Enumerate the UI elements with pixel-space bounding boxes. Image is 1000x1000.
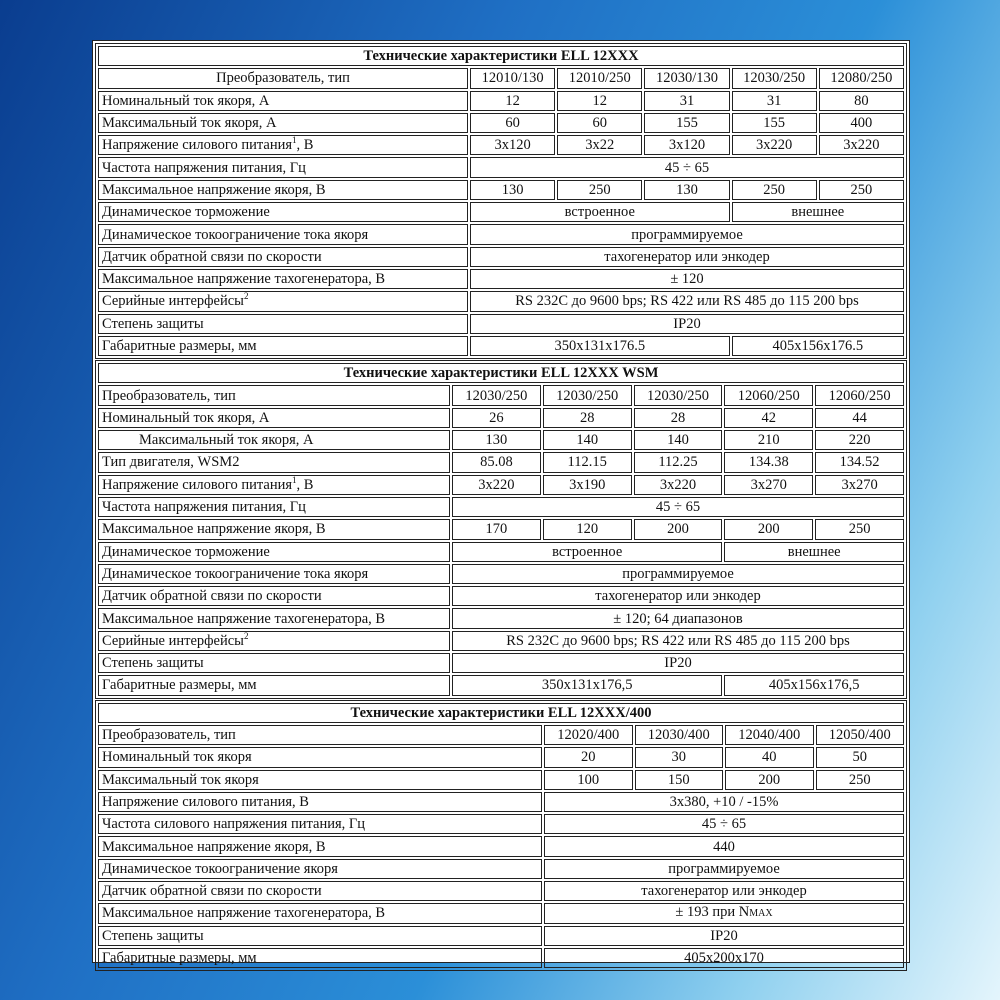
value-cell: 3x120: [644, 135, 729, 155]
table-header-row: [98, 385, 904, 405]
table-row: [98, 475, 904, 495]
value-cell: 200: [725, 770, 814, 790]
value-cell: 3x380, +10 / -15%: [544, 792, 904, 812]
value-cell: 350x131x176,5: [452, 675, 722, 695]
label-unit: , В: [296, 476, 314, 493]
table-row: [98, 836, 904, 856]
table-row: [98, 926, 904, 946]
value-cell: встроенное: [452, 542, 722, 562]
value-cell: 20: [544, 747, 633, 767]
row-label: Динамическое токоограничение тока якоря: [98, 564, 450, 584]
value-cell: 405x156x176,5: [724, 675, 904, 695]
value-cell: 220: [815, 430, 904, 450]
value-cell: RS 232C до 9600 bps; RS 422 или RS 485 до 115 200 bps: [470, 291, 904, 311]
spec-sheet: [92, 40, 910, 967]
table-title: Технические характеристики ELL 12XXX: [98, 46, 904, 66]
value-cell: 40: [725, 747, 814, 767]
table-title-row: [98, 363, 904, 383]
model-cell: 12030/250: [543, 385, 632, 405]
label-text: Напряжение силового питания: [102, 476, 293, 493]
value-cell: 350x131x176.5: [470, 336, 730, 356]
value-cell: 250: [815, 519, 904, 539]
footnote-mark: 2: [243, 631, 249, 642]
value-cell: встроенное: [470, 202, 730, 222]
value-cell: 12: [470, 91, 555, 111]
value-cell: IP20: [452, 653, 904, 673]
footnote-mark: 1: [292, 474, 297, 485]
value-cell: 26: [452, 408, 541, 428]
value-cell: 405x200x170: [544, 948, 904, 968]
row-label: Номинальный ток якоря: [98, 747, 542, 767]
row-label: Динамическое торможение: [98, 542, 450, 562]
value-cell: тахогенератор или энкодер: [452, 586, 904, 606]
value-cell: 130: [470, 180, 555, 200]
value-cell: 3x120: [470, 135, 555, 155]
table-title-row: [98, 46, 904, 66]
label-text: Напряжение силового питания: [102, 137, 293, 154]
model-cell: 12030/400: [635, 725, 724, 745]
row-label: [98, 135, 468, 155]
table-row: [98, 314, 904, 334]
model-cell: 12080/250: [819, 68, 904, 88]
value-cell: тахогенератор или энкодер: [544, 881, 904, 901]
model-cell: 12030/250: [634, 385, 723, 405]
value-cell: 28: [543, 408, 632, 428]
table-row: [98, 608, 904, 628]
value-cell: 60: [470, 113, 555, 133]
value-cell: 112.25: [634, 452, 723, 472]
table-header-row: [98, 68, 904, 88]
row-label: [98, 291, 468, 311]
value-cell: 250: [816, 770, 905, 790]
table-row: [98, 291, 904, 311]
table-row: [98, 430, 904, 450]
value-cell: 130: [452, 430, 541, 450]
row-label: Тип двигателя, WSM2: [98, 452, 450, 472]
row-label: Степень защиты: [98, 314, 468, 334]
row-label: Габаритные размеры, мм: [98, 675, 450, 695]
table-row: [98, 135, 904, 155]
value-cell: 250: [819, 180, 904, 200]
value-cell: 112.15: [543, 452, 632, 472]
value-cell: тахогенератор или энкодер: [470, 247, 904, 267]
value-cell: 3x22: [557, 135, 642, 155]
model-cell: 12010/130: [470, 68, 555, 88]
subscript-max: MAX: [749, 908, 773, 920]
table-title: Технические характеристики ELL 12XXX WSM: [98, 363, 904, 383]
value-cell: 30: [635, 747, 724, 767]
table-row: [98, 157, 904, 177]
value-cell: 140: [543, 430, 632, 450]
model-cell: 12060/250: [815, 385, 904, 405]
value-cell: 12: [557, 91, 642, 111]
row-label: Максимальное напряжение якоря, В: [98, 836, 542, 856]
value-cell: 405x156x176.5: [732, 336, 904, 356]
table-row: [98, 247, 904, 267]
row-label: Динамическое токоограничение якоря: [98, 859, 542, 879]
table-title-row: [98, 703, 904, 723]
table-row: [98, 202, 904, 222]
value-cell: 440: [544, 836, 904, 856]
row-label: Датчик обратной связи по скорости: [98, 881, 542, 901]
value-cell: 45 ÷ 65: [470, 157, 904, 177]
row-label: Частота напряжения питания, Гц: [98, 157, 468, 177]
value-cell: 100: [544, 770, 633, 790]
value-cell: 3x220: [452, 475, 541, 495]
row-label: Максимальное напряжение тахогенератора, В: [98, 903, 542, 923]
value-cell: 134.52: [815, 452, 904, 472]
model-cell: 12030/130: [644, 68, 729, 88]
row-label: Номинальный ток якоря, А: [98, 408, 450, 428]
row-label: Датчик обратной связи по скорости: [98, 586, 450, 606]
spec-table-ell-12xxx: [95, 43, 907, 359]
model-cell: 12010/250: [557, 68, 642, 88]
table-row: [98, 180, 904, 200]
model-cell: 12040/400: [725, 725, 814, 745]
table-row: [98, 564, 904, 584]
model-cell: 12060/250: [724, 385, 813, 405]
table-row: [98, 452, 904, 472]
value-text: ± 193 при N: [675, 904, 750, 921]
value-cell: 120: [543, 519, 632, 539]
value-cell: 134.38: [724, 452, 813, 472]
header-label: Преобразователь, тип: [98, 68, 468, 88]
value-cell: 130: [644, 180, 729, 200]
value-cell: внешнее: [732, 202, 904, 222]
value-cell: 44: [815, 408, 904, 428]
value-cell: 155: [644, 113, 729, 133]
value-cell: программируемое: [452, 564, 904, 584]
value-cell: 45 ÷ 65: [544, 814, 904, 834]
table-row: [98, 631, 904, 651]
label-text: Серийные интерфейсы: [102, 632, 244, 649]
row-label: Максимальный ток якоря, А: [98, 430, 450, 450]
value-cell: программируемое: [470, 224, 904, 244]
table-row: [98, 224, 904, 244]
table-row: [98, 814, 904, 834]
value-cell: 170: [452, 519, 541, 539]
row-label: Частота силового напряжения питания, Гц: [98, 814, 542, 834]
value-cell: 3x270: [815, 475, 904, 495]
value-cell: 45 ÷ 65: [452, 497, 904, 517]
value-cell: 200: [634, 519, 723, 539]
value-cell: программируемое: [544, 859, 904, 879]
table-row: [98, 519, 904, 539]
row-label: Максимальное напряжение якоря, В: [98, 180, 468, 200]
table-row: [98, 269, 904, 289]
value-cell: 250: [557, 180, 642, 200]
value-cell: 150: [635, 770, 724, 790]
value-cell: IP20: [470, 314, 904, 334]
table-row: [98, 675, 904, 695]
row-label: Степень защиты: [98, 653, 450, 673]
value-cell: [544, 903, 904, 923]
row-label: Напряжение силового питания, В: [98, 792, 542, 812]
row-label: Максимальное напряжение якоря, В: [98, 519, 450, 539]
label-unit: , В: [296, 137, 314, 154]
table-row: [98, 903, 904, 923]
row-label: Номинальный ток якоря, А: [98, 91, 468, 111]
spec-table-ell-12xxx-wsm: [95, 360, 907, 698]
model-cell: 12050/400: [816, 725, 905, 745]
value-cell: 210: [724, 430, 813, 450]
row-label: Максимальное напряжение тахогенератора, В: [98, 608, 450, 628]
model-cell: 12020/400: [544, 725, 633, 745]
value-cell: 200: [724, 519, 813, 539]
row-label: Датчик обратной связи по скорости: [98, 247, 468, 267]
table-title: Технические характеристики ELL 12XXX/400: [98, 703, 904, 723]
row-label: [98, 631, 450, 651]
row-label: Максимальный ток якоря: [98, 770, 542, 790]
row-label: [98, 475, 450, 495]
table-header-row: [98, 725, 904, 745]
value-cell: RS 232C до 9600 bps; RS 422 или RS 485 до 115 200 bps: [452, 631, 904, 651]
value-cell: 3x220: [634, 475, 723, 495]
value-cell: 60: [557, 113, 642, 133]
table-row: [98, 792, 904, 812]
spec-table-ell-12xxx-400: [95, 700, 907, 972]
value-cell: ± 120: [470, 269, 904, 289]
value-cell: IP20: [544, 926, 904, 946]
value-cell: 31: [732, 91, 817, 111]
value-cell: 3x190: [543, 475, 632, 495]
value-cell: 3x220: [819, 135, 904, 155]
row-label: Габаритные размеры, мм: [98, 948, 542, 968]
value-cell: ± 120; 64 диапазонов: [452, 608, 904, 628]
row-label: Максимальное напряжение тахогенератора, В: [98, 269, 468, 289]
value-cell: 250: [732, 180, 817, 200]
value-cell: 3x220: [732, 135, 817, 155]
row-label: Динамическое токоограничение тока якоря: [98, 224, 468, 244]
label-text: Серийные интерфейсы: [102, 293, 244, 310]
model-cell: 12030/250: [452, 385, 541, 405]
table-row: [98, 653, 904, 673]
value-cell: 140: [634, 430, 723, 450]
table-row: [98, 542, 904, 562]
value-cell: 85.08: [452, 452, 541, 472]
row-label: Максимальный ток якоря, А: [98, 113, 468, 133]
header-label: Преобразователь, тип: [98, 385, 450, 405]
table-row: [98, 113, 904, 133]
table-row: [98, 747, 904, 767]
table-row: [98, 586, 904, 606]
table-row: [98, 497, 904, 517]
footnote-mark: 2: [243, 291, 249, 302]
table-row: [98, 770, 904, 790]
value-cell: 28: [634, 408, 723, 428]
header-label: Преобразователь, тип: [98, 725, 542, 745]
value-cell: 42: [724, 408, 813, 428]
value-cell: внешнее: [724, 542, 904, 562]
table-row: [98, 948, 904, 968]
footnote-mark: 1: [292, 135, 297, 146]
model-cell: 12030/250: [732, 68, 817, 88]
row-label: Степень защиты: [98, 926, 542, 946]
row-label: Динамическое торможение: [98, 202, 468, 222]
value-cell: 31: [644, 91, 729, 111]
value-cell: 50: [816, 747, 905, 767]
value-cell: 155: [732, 113, 817, 133]
value-cell: 3x270: [724, 475, 813, 495]
table-row: [98, 859, 904, 879]
row-label: Частота напряжения питания, Гц: [98, 497, 450, 517]
table-row: [98, 91, 904, 111]
value-cell: 400: [819, 113, 904, 133]
table-row: [98, 336, 904, 356]
table-row: [98, 881, 904, 901]
table-row: [98, 408, 904, 428]
value-cell: 80: [819, 91, 904, 111]
row-label: Габаритные размеры, мм: [98, 336, 468, 356]
